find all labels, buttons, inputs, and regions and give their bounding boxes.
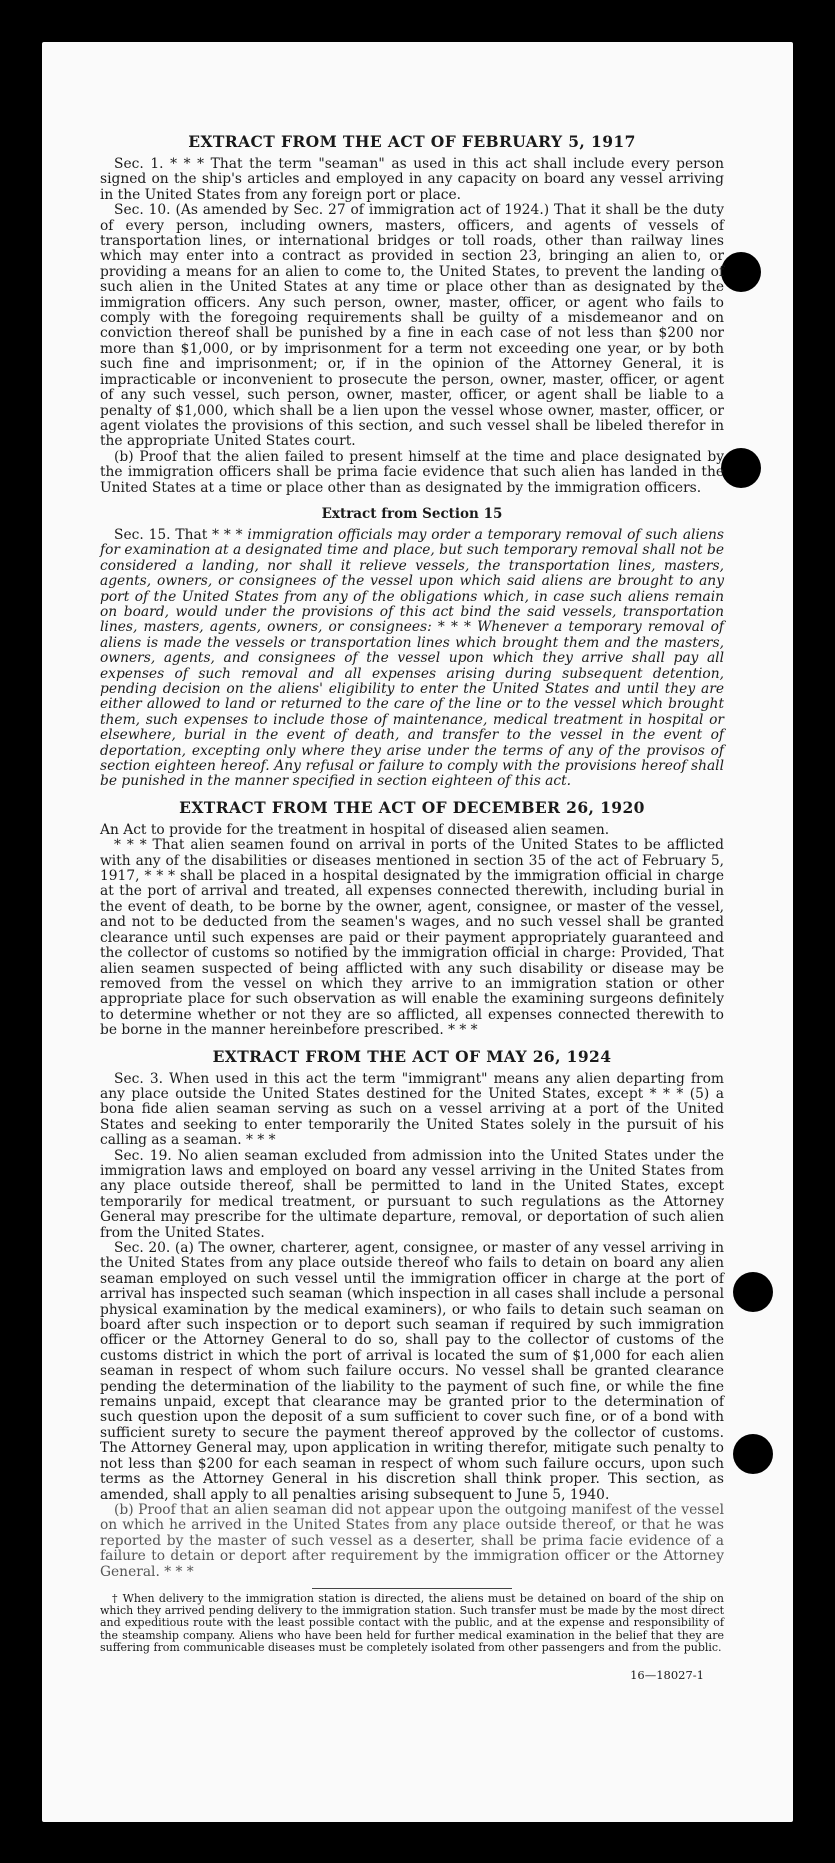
footnote: † When delivery to the immigration station is directed, the aliens must be detained on board of the ship on which they arrived pending delivery to the immigration station. Such transfer must be made by the most direct and expeditious route with the least possible contact with the public, and at the expense and responsibility of the steamship company. Aliens who have been held for further medical examination in the belief that they are suffering from communicable diseases must be completely isolated from other passengers and from the public. — [100, 1591, 724, 1654]
punch-hole — [733, 1434, 773, 1474]
section-15-lead: Sec. 15. That * * * — [114, 526, 243, 543]
heading-act-1917: EXTRACT FROM THE ACT OF FEBRUARY 5, 1917 — [188, 132, 636, 151]
paragraph-1924-sec3: Sec. 3. When used in this act the term "immigrant" means any alien departing from any place outside the United States destined for the United States, except * * * (5) a bona fide alien seaman serving as such on a vessel arriving at a port of the United States and seeking to enter temporarily the United States solely in the pursuit of his calling as a seaman. * * * — [100, 1070, 724, 1149]
paragraph-1917-b: (b) Proof that the alien failed to present himself at the time and place designated by the immigration officers shall be prima facie evidence that such alien has landed in the United States at a time or place other than as designated by the immigration officers. — [100, 448, 724, 496]
paragraph-1924-sec20: Sec. 20. (a) The owner, charterer, agent, consignee, or master of any vessel arriving in the United States from any place outside thereof who fails to detain on board any alien seaman employed on such vessel until the immigration officer in charge at the port of arrival has inspected such seaman (which inspection in all cases shall include a personal physical examination by the medical examiners), or who fails to detain such seaman on board after such inspection or to deport such seaman if required by such immigration officer or the Attorney General to do so, shall pay to the collector of customs of the customs district in which the port of arrival is located the sum of $1,000 for each alien seaman in respect of whom such failure occurs. No vessel shall be granted clearance pending the determination of the liability to the payment of such fine, or while the fine remains unpaid, except that clearance may be granted prior to the determination of such question upon the deposit of a sum sufficient to cover such fine, or of a bond with sufficient surety to secure the payment thereof approved by the collector of customs. The Attorney General may, upon application in writing therefor, mitigate such penalty to not less than $200 for each seaman in respect of whom such failure occurs, upon such terms as the Attorney General in his discretion shall think proper. This section, as amended, shall apply to all penalties arising subsequent to June 5, 1940. — [100, 1240, 724, 1503]
punch-hole — [733, 1272, 773, 1312]
paragraph-1920-title: An Act to provide for the treatment in hospital of diseased alien seamen. — [100, 821, 610, 838]
paragraph-1917-sec10: Sec. 10. (As amended by Sec. 27 of immigration act of 1924.) That it shall be the duty of every person, including owners, masters, officers, and agents of vessels of transportation lines, or international bridges or toll roads, other than railway lines which may enter into a contract as provided in section 23, bringing an alien to, or providing a means for an alien to come to, the United States, to prevent the landing of such alien in the United States at any time or place other than as designated by the immigration officers. Any such person, owner, master, officer, or agent who fails to comply with the foregoing requirements shall be guilty of a misdemeanor and on conviction thereof shall be punished by a fine in each case of not less than $200 nor more than $1,000, or by imprisonment for a term not exceeding one year, or by both such fine and imprisonment; or, if in the opinion of the Attorney General, it is impracticable or inconvenient to prosecute the person, owner, master, officer, or agent of any such vessel, such person, owner, master, officer, or agent shall be liable to a penalty of $1,000, which shall be a lien upon the vessel whose owner, master, officer, or agent violates the provisions of this section, and such vessel shall be libeled therefor in the appropriate United States court. — [100, 202, 724, 450]
form-number: 16—18027-1 — [630, 1667, 704, 1682]
punch-hole — [721, 448, 761, 488]
heading-act-1924: EXTRACT FROM THE ACT OF MAY 26, 1924 — [212, 1046, 612, 1066]
heading-act-1920: EXTRACT FROM THE ACT OF DECEMBER 26, 1920 — [179, 797, 645, 817]
heading-section-15: Extract from Section 15 — [321, 505, 503, 522]
paragraph-1920-body: * * * That alien seamen found on arrival in ports of the United States to be afflicted with any of the disabilities or diseases mentioned in section 35 of the act of February 5, 1917, * * * shall be placed in a hospital designated by the immigration official in charge at the port of arrival and treated, all expenses connected therewith, including burial in the event of death, to be borne by the owner, agent, consignee, or master of the vessel, and not to be deducted from the seamen's wages, and no such vessel shall be granted clearance until such expenses are paid or their payment appropriately guaranteed and the collector of customs so notified by the immigration official in charge: Provided, That alien seamen suspected of being afflicted with any such disability or disease may be removed from the vessel on which they arrive to an immigration station or other appropriate place for such observation as will enable the examining surgeons definitely to determine whether or not they are so afflicted, all expenses connected therewith to be borne in the manner hereinbefore prescribed. * * * — [100, 837, 724, 1039]
section-15-body: immigration officials may order a temporary removal of such aliens for examination at a designated time and place, but such temporary removal shall not be considered a landing, nor shall it relieve vessels, the transportation lines, masters, agents, owners, or consignees of the vessel upon which said aliens are brought to any port of the United States from any of the obligations which, in case such aliens remain on board, would under the provisions of this act bind the said vessels, transportation lines, masters, agents, owners, or consignees: * * * Whenever a temporary removal of aliens is made the vessels or transportation lines which brought them and the masters, owners, agents, and consignees of the vessel upon which they arrive shall pay all expenses of such removal and all expenses arising during subsequent detention, pending decision on the aliens' eligibility to enter the United States and until they are either allowed to land or returned to the care of the line or to the vessel which brought them, such expenses to include those of maintenance, medical treatment in hospital or elsewhere, burial in the event of death, and transfer to the vessel in the event of deportation, excepting only where they arise under the terms of any of the provisos of section eighteen hereof. Any refusal or failure to comply with the provisions hereof shall be punished in the manner specified in section eighteen of this act. — [100, 526, 725, 790]
paragraph-1917-sec1: Sec. 1. * * * That the term "seaman" as used in this act shall include every person signed on the ship's articles and employed in any capacity on board any vessel arriving in the United States from any foreign port or place. — [100, 156, 724, 203]
paragraph-1924-sec19: Sec. 19. No alien seaman excluded from admission into the United States under the immigration laws and employed on board any vessel arriving in the United States from any place outside thereof, shall be permitted to land in the United States, except temporarily for medical treatment, or pursuant to such regulations as the Attorney General may prescribe for the ultimate departure, removal, or deportation of such alien from the United States. — [100, 1147, 724, 1241]
paragraph-section-15 — [100, 528, 724, 790]
document-body — [100, 132, 724, 1682]
footnote-divider — [312, 1588, 512, 1589]
paragraph-1924-b: (b) Proof that an alien seaman did not appear upon the outgoing manifest of the vessel on which he arrived in the United States from any place outside thereof, or that he was reported by the master of such vessel as a deserter, shall be prima facie evidence of a failure to detain or deport after requirement by the immigration officer or the Attorney General. * * * — [100, 1501, 724, 1580]
punch-hole — [721, 252, 761, 292]
